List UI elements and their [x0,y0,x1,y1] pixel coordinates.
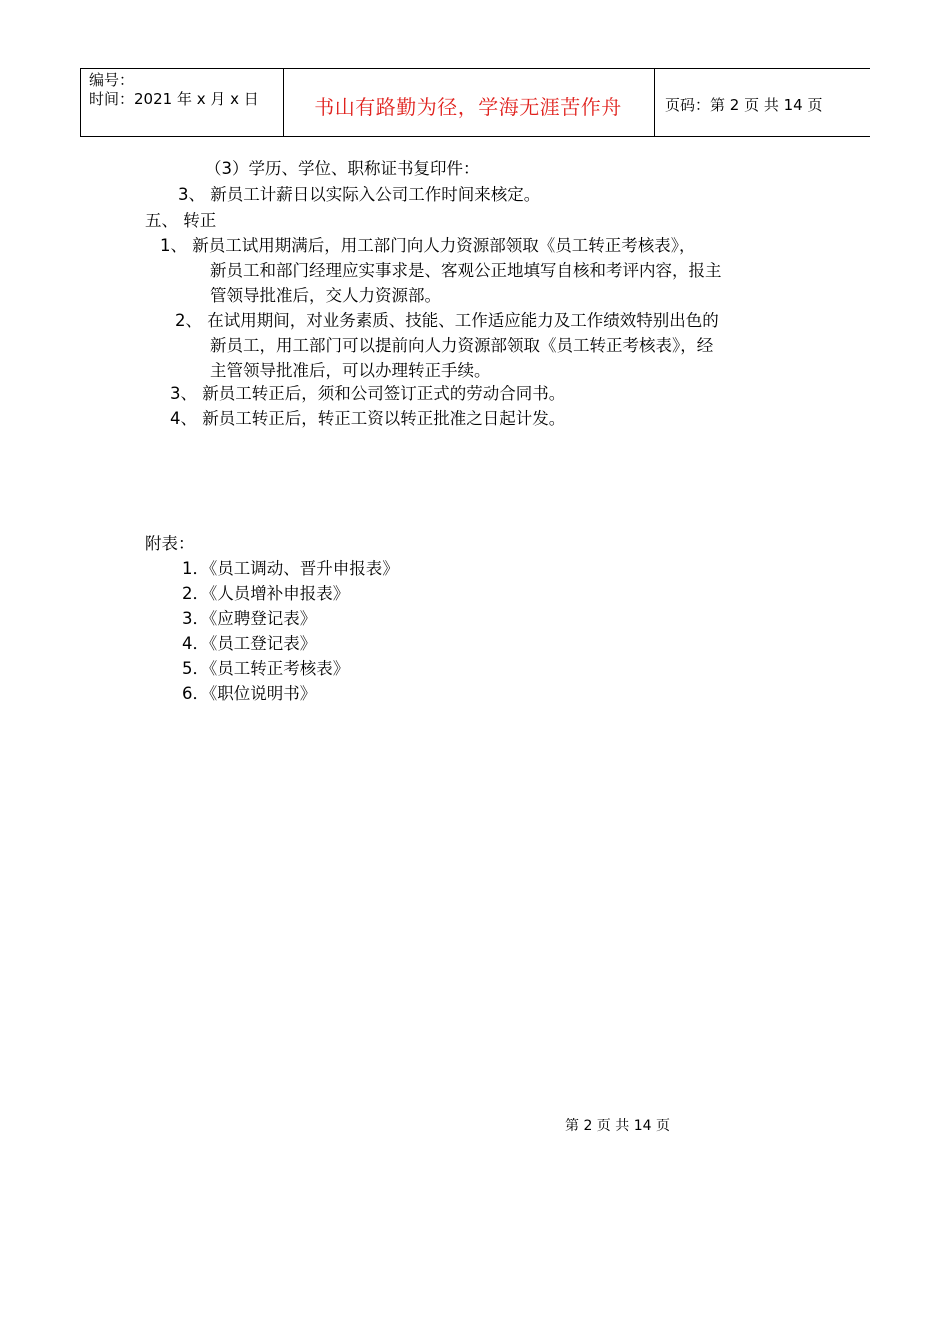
header-page-number: 页码：第 2 页 共 14 页 [665,96,823,114]
section-5-item-1-line-1: 1、 新员工试用期满后，用工部门向人力资源部领取《员工转正考核表》， [160,236,696,255]
appendix-item: 5．《员工转正考核表》 [182,659,350,678]
appendix-item: 4．《员工登记表》 [182,634,317,653]
appendix-item: 3．《应聘登记表》 [182,609,317,628]
section-5-item-1-line-3: 管领导批准后，交人力资源部。 [210,286,441,305]
footer-page-number: 第 2 页 共 14 页 [565,1118,670,1134]
document-date: 时间：2021 年 x 月 x 日 [89,90,259,108]
section-5-item-2-line-1: 2、 在试用期间，对业务素质、技能、工作适应能力及工作绩效特别出色的 [175,311,719,330]
appendix-title: 附表： [145,534,195,553]
header-meta-cell [80,69,284,136]
appendix-item: 2．《人员增补申报表》 [182,584,350,603]
appendix-item: 1．《员工调动、晋升申报表》 [182,559,399,578]
header-page-cell [655,69,870,136]
document-number: 编号： [89,71,135,89]
section-5-item-3: 3、 新员工转正后，须和公司签订正式的劳动合同书。 [170,384,566,403]
item-3: 3、 新员工计薪日以实际入公司工作时间来核定。 [178,185,541,204]
motto: 书山有路勤为径，学海无涯苦作舟 [314,95,622,119]
section-5-item-2-line-3: 主管领导批准后，可以办理转正手续。 [210,361,491,380]
item-3-3: （3）学历、学位、职称证书复印件： [205,159,480,178]
header-motto-cell [282,69,655,136]
appendix-item: 6．《职位说明书》 [182,684,317,703]
section-5-title: 五、 转正 [145,211,217,230]
section-5-item-4: 4、 新员工转正后，转正工资以转正批准之日起计发。 [170,409,566,428]
header-table [80,68,870,137]
section-5-item-2-line-2: 新员工，用工部门可以提前向人力资源部领取《员工转正考核表》，经 [210,336,714,355]
section-5-item-1-line-2: 新员工和部门经理应实事求是、客观公正地填写自核和考评内容，报主 [210,261,722,280]
